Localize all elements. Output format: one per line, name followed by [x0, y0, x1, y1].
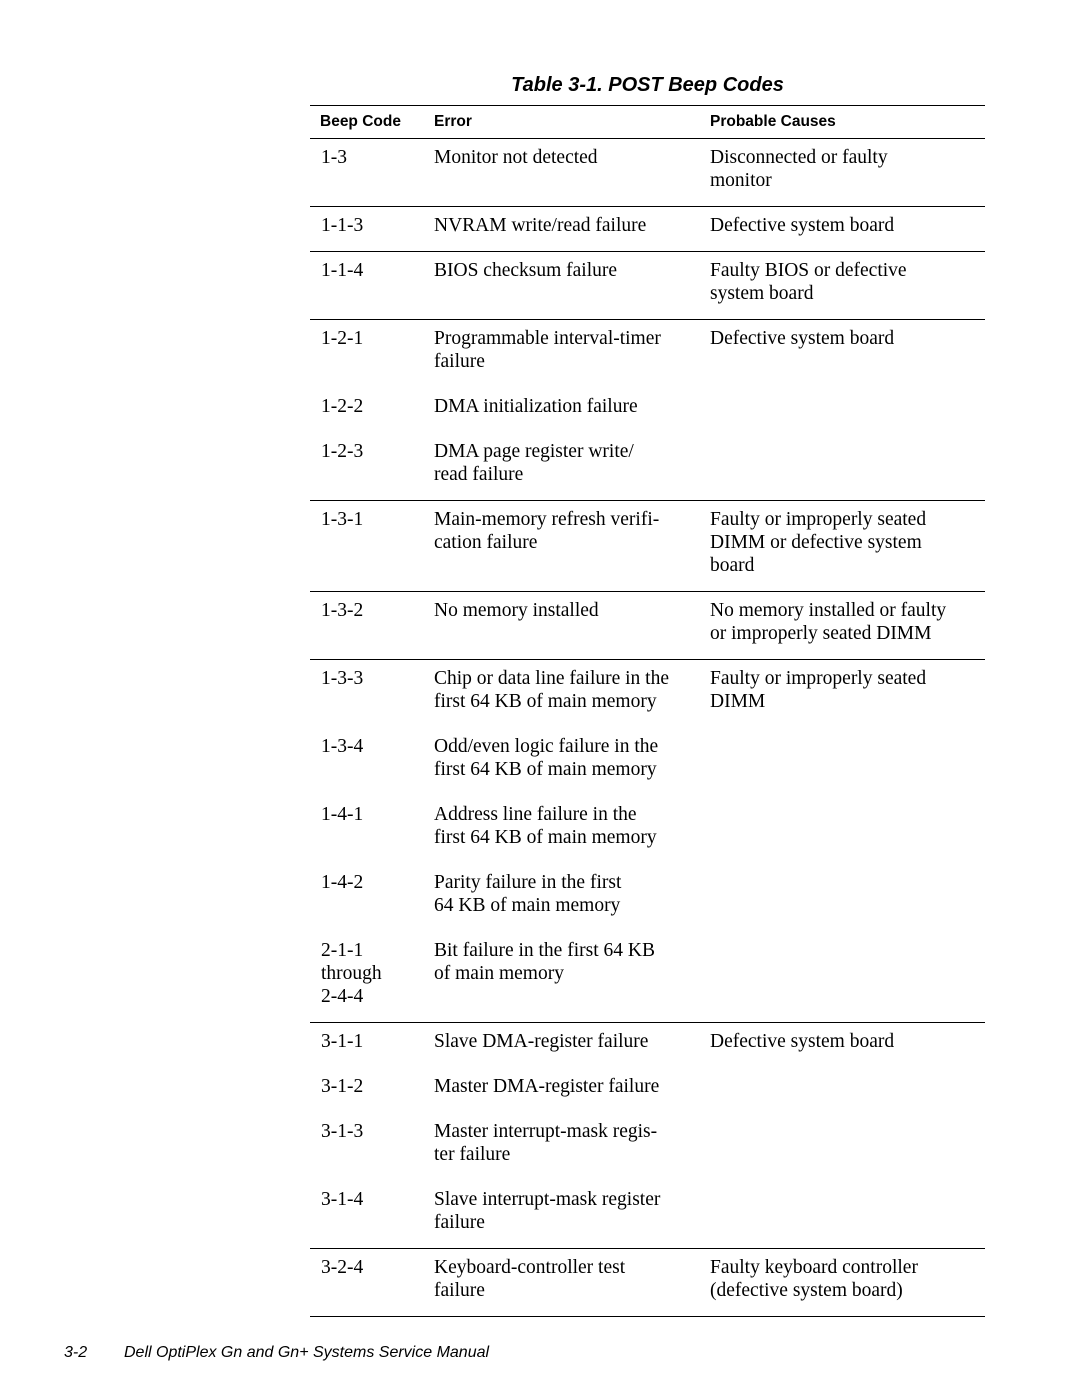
table-row: [310, 1249, 985, 1317]
beep-code-line: 3-2-4: [321, 1257, 364, 1278]
error-cell: [424, 1166, 698, 1249]
beep-code-cell: [310, 1098, 424, 1166]
error-line: ter failure: [434, 1144, 511, 1165]
error-line: Address line failure in the: [434, 804, 637, 825]
table-row: [310, 139, 985, 207]
beep-code-cell: [310, 849, 424, 917]
beep-code-cell: [310, 252, 424, 320]
table-row: [310, 1166, 985, 1249]
probable-causes-cell: [698, 139, 985, 207]
beep-code-line: 1-3-4: [321, 736, 364, 757]
table-row: [310, 592, 985, 660]
probable-causes-line: Faulty or improperly seated: [710, 668, 927, 689]
error-line: Programmable interval-timer: [434, 328, 661, 349]
error-cell: [424, 418, 698, 501]
error-cell: [424, 252, 698, 320]
error-cell: [424, 1053, 698, 1098]
probable-causes-line: board: [710, 555, 755, 576]
table-row: [310, 207, 985, 252]
probable-causes-cell: [698, 1098, 985, 1166]
error-line: first 64 KB of main memory: [434, 759, 657, 780]
error-line: DMA page register write/: [434, 441, 634, 462]
table-row: [310, 781, 985, 849]
error-line: Master DMA-register failure: [434, 1076, 660, 1097]
beep-code-line: 1-2-3: [321, 441, 364, 462]
probable-causes-line: Faulty keyboard controller: [710, 1257, 918, 1278]
probable-causes-line: Defective system board: [710, 215, 895, 236]
probable-causes-cell: [698, 320, 985, 374]
beep-code-cell: [310, 418, 424, 501]
probable-causes-cell: [698, 781, 985, 849]
error-cell: [424, 917, 698, 1023]
post-beep-codes-table: [310, 105, 985, 1317]
beep-code-line: 3-1-3: [321, 1121, 364, 1142]
error-cell: [424, 1098, 698, 1166]
beep-code-cell: [310, 373, 424, 418]
error-line: of main memory: [434, 963, 564, 984]
beep-code-cell: [310, 1249, 424, 1317]
beep-code-line: 1-1-3: [321, 215, 364, 236]
error-cell: [424, 660, 698, 714]
probable-causes-cell: [698, 501, 985, 592]
probable-causes-line: or improperly seated DIMM: [710, 623, 932, 644]
error-line: Slave interrupt-mask register: [434, 1189, 661, 1210]
probable-causes-cell: [698, 1249, 985, 1317]
table-row: [310, 1098, 985, 1166]
error-line: first 64 KB of main memory: [434, 827, 657, 848]
error-cell: [424, 320, 698, 374]
probable-causes-line: system board: [710, 283, 814, 304]
error-cell: [424, 713, 698, 781]
table-row: [310, 373, 985, 418]
table-row: [310, 713, 985, 781]
beep-code-line: through: [321, 963, 382, 984]
probable-causes-line: (defective system board): [710, 1280, 903, 1301]
error-cell: [424, 781, 698, 849]
probable-causes-cell: [698, 1023, 985, 1054]
error-line: NVRAM write/read failure: [434, 215, 647, 236]
table-row: [310, 418, 985, 501]
beep-code-line: 1-1-4: [321, 260, 364, 281]
beep-code-line: 1-3-1: [321, 509, 364, 530]
probable-causes-line: Faulty or improperly seated: [710, 509, 927, 530]
probable-causes-line: Disconnected or faulty: [710, 147, 888, 168]
error-line: Slave DMA-register failure: [434, 1031, 649, 1052]
beep-code-cell: [310, 781, 424, 849]
column-header-probable-causes: Probable Causes: [698, 106, 985, 139]
error-line: Odd/even logic failure in the: [434, 736, 659, 757]
beep-code-cell: [310, 660, 424, 714]
table-row: [310, 501, 985, 592]
beep-code-line: 2-1-1: [321, 940, 364, 961]
probable-causes-cell: [698, 917, 985, 1023]
error-line: first 64 KB of main memory: [434, 691, 657, 712]
beep-code-cell: [310, 592, 424, 660]
probable-causes-cell: [698, 660, 985, 714]
error-line: failure: [434, 1212, 485, 1233]
table-header: [310, 106, 985, 139]
error-line: Chip or data line failure in the: [434, 668, 670, 689]
error-line: Master interrupt-mask regis-: [434, 1121, 658, 1142]
beep-code-line: 3-1-2: [321, 1076, 364, 1097]
error-cell: [424, 373, 698, 418]
probable-causes-cell: [698, 373, 985, 418]
table-body: [310, 139, 985, 1317]
error-cell: [424, 1023, 698, 1054]
error-cell: [424, 139, 698, 207]
error-line: DMA initialization failure: [434, 396, 638, 417]
table-title: Table 3-1. POST Beep Codes: [511, 74, 784, 96]
error-cell: [424, 592, 698, 660]
beep-code-line: 1-3: [321, 147, 347, 168]
error-cell: [424, 849, 698, 917]
probable-causes-cell: [698, 1166, 985, 1249]
error-cell: [424, 1249, 698, 1317]
probable-causes-line: Faulty BIOS or defective: [710, 260, 907, 281]
beep-code-cell: [310, 713, 424, 781]
page-footer: [64, 1343, 489, 1363]
probable-causes-line: monitor: [710, 170, 772, 191]
beep-code-line: 3-1-1: [321, 1031, 364, 1052]
error-cell: [424, 501, 698, 592]
beep-code-line: 2-4-4: [321, 986, 364, 1007]
error-line: cation failure: [434, 532, 538, 553]
beep-code-cell: [310, 320, 424, 374]
table-row: [310, 660, 985, 714]
error-line: Parity failure in the first: [434, 872, 622, 893]
error-line: No memory installed: [434, 600, 599, 621]
probable-causes-cell: [698, 849, 985, 917]
beep-code-cell: [310, 1023, 424, 1054]
error-cell: [424, 207, 698, 252]
manual-title: Dell OptiPlex Gn and Gn+ Systems Service Manual: [124, 1344, 490, 1361]
probable-causes-cell: [698, 1053, 985, 1098]
error-line: Keyboard-controller test: [434, 1257, 626, 1278]
page-number: 3-2: [64, 1344, 88, 1361]
table-row: [310, 252, 985, 320]
error-line: Bit failure in the first 64 KB: [434, 940, 655, 961]
beep-code-line: 1-2-2: [321, 396, 364, 417]
table-row: [310, 1053, 985, 1098]
beep-code-line: 1-3-2: [321, 600, 364, 621]
probable-causes-cell: [698, 252, 985, 320]
error-line: BIOS checksum failure: [434, 260, 618, 281]
probable-causes-line: No memory installed or faulty: [710, 600, 947, 621]
probable-causes-line: Defective system board: [710, 1031, 895, 1052]
probable-causes-cell: [698, 418, 985, 501]
beep-code-line: 1-4-2: [321, 872, 364, 893]
error-line: failure: [434, 351, 485, 372]
table-row: [310, 1023, 985, 1054]
error-line: read failure: [434, 464, 524, 485]
error-line: failure: [434, 1280, 485, 1301]
table-row: [310, 917, 985, 1023]
probable-causes-line: DIMM or defective system: [710, 532, 922, 553]
beep-code-cell: [310, 207, 424, 252]
probable-causes-cell: [698, 207, 985, 252]
beep-code-line: 1-2-1: [321, 328, 364, 349]
beep-code-line: 1-3-3: [321, 668, 364, 689]
column-header-error: Error: [424, 106, 698, 139]
error-line: Monitor not detected: [434, 147, 598, 168]
probable-causes-line: Defective system board: [710, 328, 895, 349]
probable-causes-cell: [698, 713, 985, 781]
beep-code-cell: [310, 1166, 424, 1249]
error-line: Main-memory refresh verifi-: [434, 509, 660, 530]
error-line: 64 KB of main memory: [434, 895, 621, 916]
beep-code-cell: [310, 139, 424, 207]
column-header-beep-code: Beep Code: [310, 106, 424, 139]
probable-causes-cell: [698, 592, 985, 660]
beep-code-cell: [310, 501, 424, 592]
table-row: [310, 320, 985, 374]
beep-code-cell: [310, 917, 424, 1023]
beep-code-cell: [310, 1053, 424, 1098]
probable-causes-line: DIMM: [710, 691, 766, 712]
beep-code-line: 3-1-4: [321, 1189, 364, 1210]
table-row: [310, 849, 985, 917]
beep-code-line: 1-4-1: [321, 804, 364, 825]
